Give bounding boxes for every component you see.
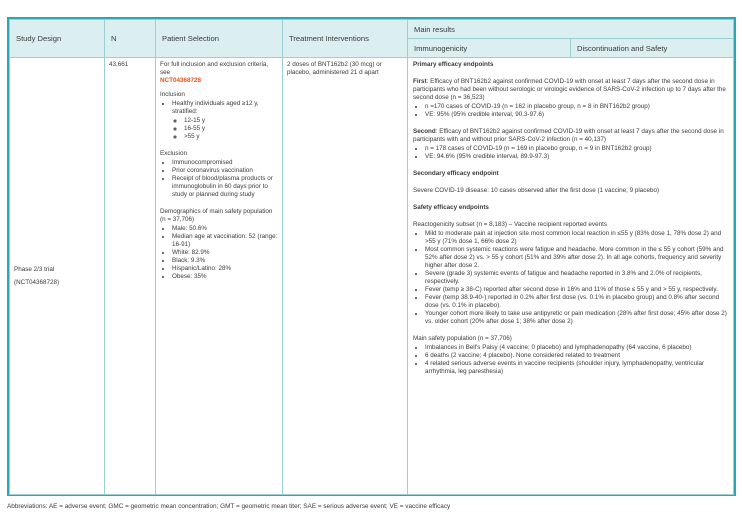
- inclusion-list: [160, 100, 278, 141]
- demographics-title: Demographics of main safety population (n = 37,706): [160, 208, 273, 223]
- patient-selection-cell: [156, 58, 283, 495]
- main-safety-list: [413, 344, 728, 376]
- list-item: • Black: 9.3%: [172, 257, 278, 265]
- safety-title: Safety efficacy endpoints: [413, 204, 489, 211]
- header-n: N: [105, 20, 156, 58]
- treatment-cell: [283, 58, 408, 495]
- treatment-text: 2 doses of BNT162b2 (30 mcg) or placebo, administered 21 d apart: [287, 61, 382, 76]
- list-item: • Receipt of blood/plasma products or immunoglobulin in 60 days prior to study or planned during study: [172, 175, 278, 199]
- list-item: • Median age at vaccination: 52 (range: 16-91): [172, 233, 278, 249]
- list-item: • Fever (temp 38.9-40◦) reported in 0.2% after first dose (vs. 0.1% in placebo group) and 0.8% after second dose (vs. 0.1% in placebo).: [425, 294, 728, 310]
- study-design-cell: [10, 58, 105, 495]
- demographics-list: [160, 225, 278, 281]
- list-item: • Severe (grade 3) systemic events of fatigue and headache reported in 3.8% and 2.0% of recipients, respectively.: [425, 270, 728, 286]
- study-design-id: (NCT04368728): [14, 278, 60, 286]
- second-endpoint-list: [413, 145, 728, 161]
- header-immunogenicity: Immunogenicity: [408, 39, 571, 58]
- list-item: • VE: 94.6% (95% credible interval, 89.9-97.3): [425, 153, 728, 161]
- reactogenicity-list: [413, 230, 728, 326]
- main-safety-title: Main safety population (n = 37,706): [413, 335, 512, 342]
- results-table-frame: [7, 17, 736, 496]
- reactogenicity-title: Reactogenicity subset (n = 8,183) – Vaccine recipient reported events: [413, 221, 607, 228]
- list-item: • VE: 95% (95% credible interval, 90.3-97.6): [425, 111, 728, 119]
- ps-intro: For full inclusion and exclusion criteria, see: [160, 61, 269, 76]
- exclusion-list: [160, 159, 278, 199]
- list-item: ◦ 12-15 y: [184, 117, 278, 125]
- main-results-cell: [408, 58, 734, 495]
- list-item: • Hispanic/Latino: 28%: [172, 265, 278, 273]
- list-item: • Prior coronavirus vaccination: [172, 167, 278, 175]
- list-item: • Younger cohort more likely to take use antipyretic or pain medication (28% after first dose; 45% after dose 2) vs. older cohort (20% after dose 1; 38% after dose 2): [425, 310, 728, 326]
- list-item: • Mild to moderate pain at injection site most common local reaction in ≤55 y (83% dose 1, 78% dose 2) and >55 y (71% dose 1, 66% dose 2): [425, 230, 728, 246]
- list-item: • Imbalances in Bell's Palsy (4 vaccine; 0 placebo) and lymphadenopathy (64 vaccine, 6 placebo): [425, 344, 728, 352]
- list-item: • Healthy individuals aged ≥12 y, stratified: ◦ 12-15 y ◦ 16-55 y ◦ >55 y: [172, 100, 278, 141]
- secondary-efficacy-text: Severe COVID-19 disease: 10 cases observed after the first dose (1 vaccine; 9 placebo): [413, 187, 660, 194]
- list-item: • 6 deaths (2 vaccine; 4 placebo). None considered related to treatment: [425, 352, 728, 360]
- first-endpoint-list: [413, 103, 728, 119]
- study-design-phase: Phase 2/3 trial: [14, 265, 55, 273]
- n-value: 43,661: [109, 61, 129, 68]
- header-main-results: Main results: [408, 20, 734, 39]
- first-endpoint-text: First: Efficacy of BNT162b2 against confirmed COVID-19 with onset at least 7 days after the second dose in participants who had been without serologic or virologic evidence of SARS-CoV-2 infection up to 7 days after the second dose (n = 36,523): [413, 78, 726, 101]
- header-study-design: Study Design: [10, 20, 105, 58]
- trial-table: [9, 19, 734, 495]
- age-strata-list: [172, 117, 278, 141]
- secondary-efficacy-title: Secondary efficacy endpoint: [413, 170, 499, 177]
- list-item: • Immunocompromised: [172, 159, 278, 167]
- list-item: ◦ 16-55 y: [184, 125, 278, 133]
- list-item: • n =170 cases of COVID-19 (n = 162 in placebo group, n = 8 in BNT162b2 group): [425, 103, 728, 111]
- list-item: • Obese: 35%: [172, 273, 278, 281]
- header-patient-selection: Patient Selection: [156, 20, 283, 58]
- abbreviations-footnote: Abbreviations: AE = adverse event; GMC = geometric mean concentration; GMT = geometric mean titer; SAE = serious adverse event; VE = vaccine efficacy: [7, 503, 451, 510]
- header-discontinuation: Discontinuation and Safety: [571, 39, 734, 58]
- list-item: • Male: 50.6%: [172, 225, 278, 233]
- header-treatment: Treatment Interventions: [283, 20, 408, 58]
- list-item: • n = 178 cases of COVID-19 (n = 169 in placebo group, n = 9 in BNT162b2 group): [425, 145, 728, 153]
- primary-efficacy-title: Primary efficacy endpoints: [413, 61, 494, 68]
- list-item: • Fever (temp ≥ 38◦C) reported after second dose in 16% and 11% of those ≤ 55 y and > 55 y, respectively.: [425, 286, 728, 294]
- second-endpoint-text: Second: Efficacy of BNT162b2 against confirmed COVID-19 with onset at least 7 days after the second dose in participants with and without prior SARS-CoV-2 infection (n = 40,137): [413, 128, 724, 143]
- n-cell: [105, 58, 156, 495]
- list-item: • 4 related serious adverse events in vaccine recipients (shoulder injury, lymphadenopathy, ventricular arrhythmia, leg paresthesia): [425, 360, 728, 376]
- list-item: • Most common systemic reactions were fatigue and headache. More common in the ≤ 55 y cohort (59% and 52% after dose 2) vs. > 55 y cohort (51% and 39% after dose 2). In all age cohorts, frequency and severity higher after dose 2.: [425, 246, 728, 270]
- list-item: • White: 82.9%: [172, 249, 278, 257]
- list-item: ◦ >55 y: [184, 133, 278, 141]
- nct-link[interactable]: NCT04368728: [160, 77, 201, 84]
- exclusion-title: Exclusion: [160, 150, 187, 157]
- inclusion-title: Inclusion: [160, 91, 185, 98]
